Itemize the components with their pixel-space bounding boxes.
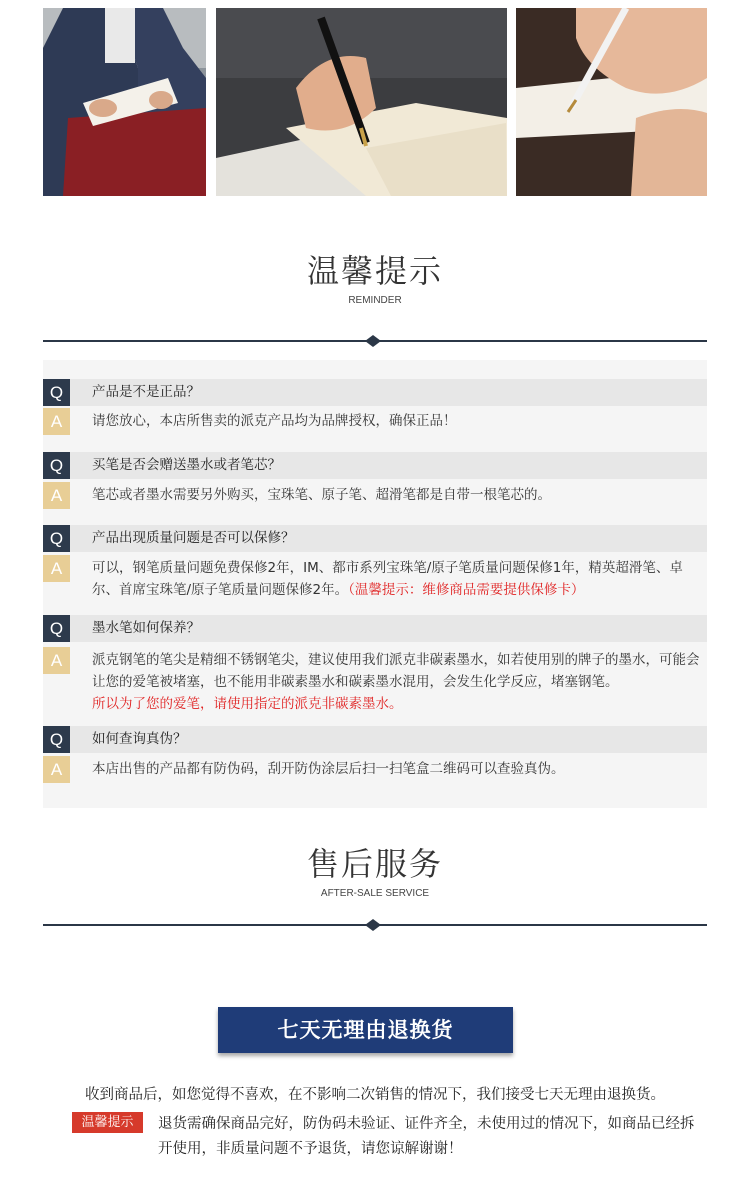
after-sale-title: 售后服务 [306, 845, 443, 883]
answer-badge: A [43, 555, 70, 582]
question-badge: Q [43, 379, 70, 406]
question-badge: Q [43, 615, 70, 642]
faq-question-row [43, 615, 707, 642]
photo-man-writing-notebook [43, 8, 206, 196]
question-badge: Q [43, 726, 70, 753]
faq-question: 墨水笔如何保养？ [92, 620, 200, 636]
photo-hand-signing-paper [516, 8, 707, 196]
question-badge: Q [43, 452, 70, 479]
photo-strip [43, 8, 707, 196]
faq-answer [92, 649, 700, 715]
reminder-subtitle: REMINDER [348, 295, 402, 306]
diamond-icon [365, 335, 381, 347]
faq-answer-text: 派克钢笔的笔尖是精细不锈钢笔尖，建议使用我们派克非碳素墨水，如若使用别的牌子的墨水，可能会让您的爱笔被堵塞，也不能用非碳素墨水和碳素墨水混用，会发生化学反应，堵塞钢笔。 [92, 652, 700, 690]
answer-badge: A [43, 756, 70, 783]
faq-question: 买笔是否会赠送墨水或者笔芯？ [92, 457, 281, 473]
faq-question: 如何查询真伪？ [92, 731, 187, 747]
faq-question-row [43, 379, 707, 406]
reminder-divider [43, 334, 707, 348]
faq-answer: 本店出售的产品都有防伪码，刮开防伪涂层后扫一扫笔盒二维码可以查验真伪。 [92, 761, 565, 777]
faq-answer-row [43, 482, 707, 509]
answer-badge: A [43, 482, 70, 509]
after-sale-divider [43, 918, 707, 932]
faq-answer-row [43, 555, 707, 603]
faq-answer-row [43, 408, 707, 435]
return-policy-text: 收到商品后，如您觉得不喜欢，在不影响二次销售的情况下，我们接受七天无理由退换货。 [85, 1087, 665, 1103]
faq-question-row [43, 525, 707, 552]
reminder-tag: 温馨提示 [72, 1112, 143, 1133]
return-policy-note: 退货需确保商品完好，防伪码未验证、证件齐全，未使用过的情况下，如商品已经拆开使用，非质量问题不予退货，请您谅解谢谢！ [158, 1116, 695, 1157]
return-policy-banner: 七天无理由退换货 [218, 1007, 513, 1053]
faq-question: 产品出现质量问题是否可以保修？ [92, 530, 295, 546]
diamond-icon [365, 919, 381, 931]
faq-question-row [43, 452, 707, 479]
faq-answer [92, 557, 700, 601]
faq-question: 产品是不是正品？ [92, 384, 200, 400]
after-sale-subtitle: AFTER-SALE SERVICE [320, 888, 430, 899]
faq-answer: 笔芯或者墨水需要另外购买，宝珠笔、原子笔、超滑笔都是自带一根笔芯的。 [92, 487, 551, 503]
faq-answer: 请您放心，本店所售卖的派克产品均为品牌授权，确保正品！ [92, 413, 457, 429]
reminder-title: 温馨提示 [306, 252, 443, 290]
faq-answer-row [43, 756, 707, 783]
faq-answer-row [43, 647, 707, 719]
answer-badge: A [43, 408, 70, 435]
question-badge: Q [43, 525, 70, 552]
faq-question-row [43, 726, 707, 753]
photo-hand-with-fountain-pen [216, 8, 507, 196]
faq-answer-note: （温馨提示：维修商品需要提供保修卡） [348, 582, 585, 598]
faq-answer-note: 所以为了您的爱笔，请使用指定的派克非碳素墨水。 [92, 696, 403, 712]
faq-answer-text: 可以，钢笔质量问题免费保修2年，IM、都市系列宝珠笔/原子笔质量问题保修1年，精英超滑笔、卓尔、首席宝珠笔/原子笔质量问题保修2年。 [92, 560, 683, 598]
answer-badge: A [43, 647, 70, 674]
faq-panel [43, 360, 707, 808]
